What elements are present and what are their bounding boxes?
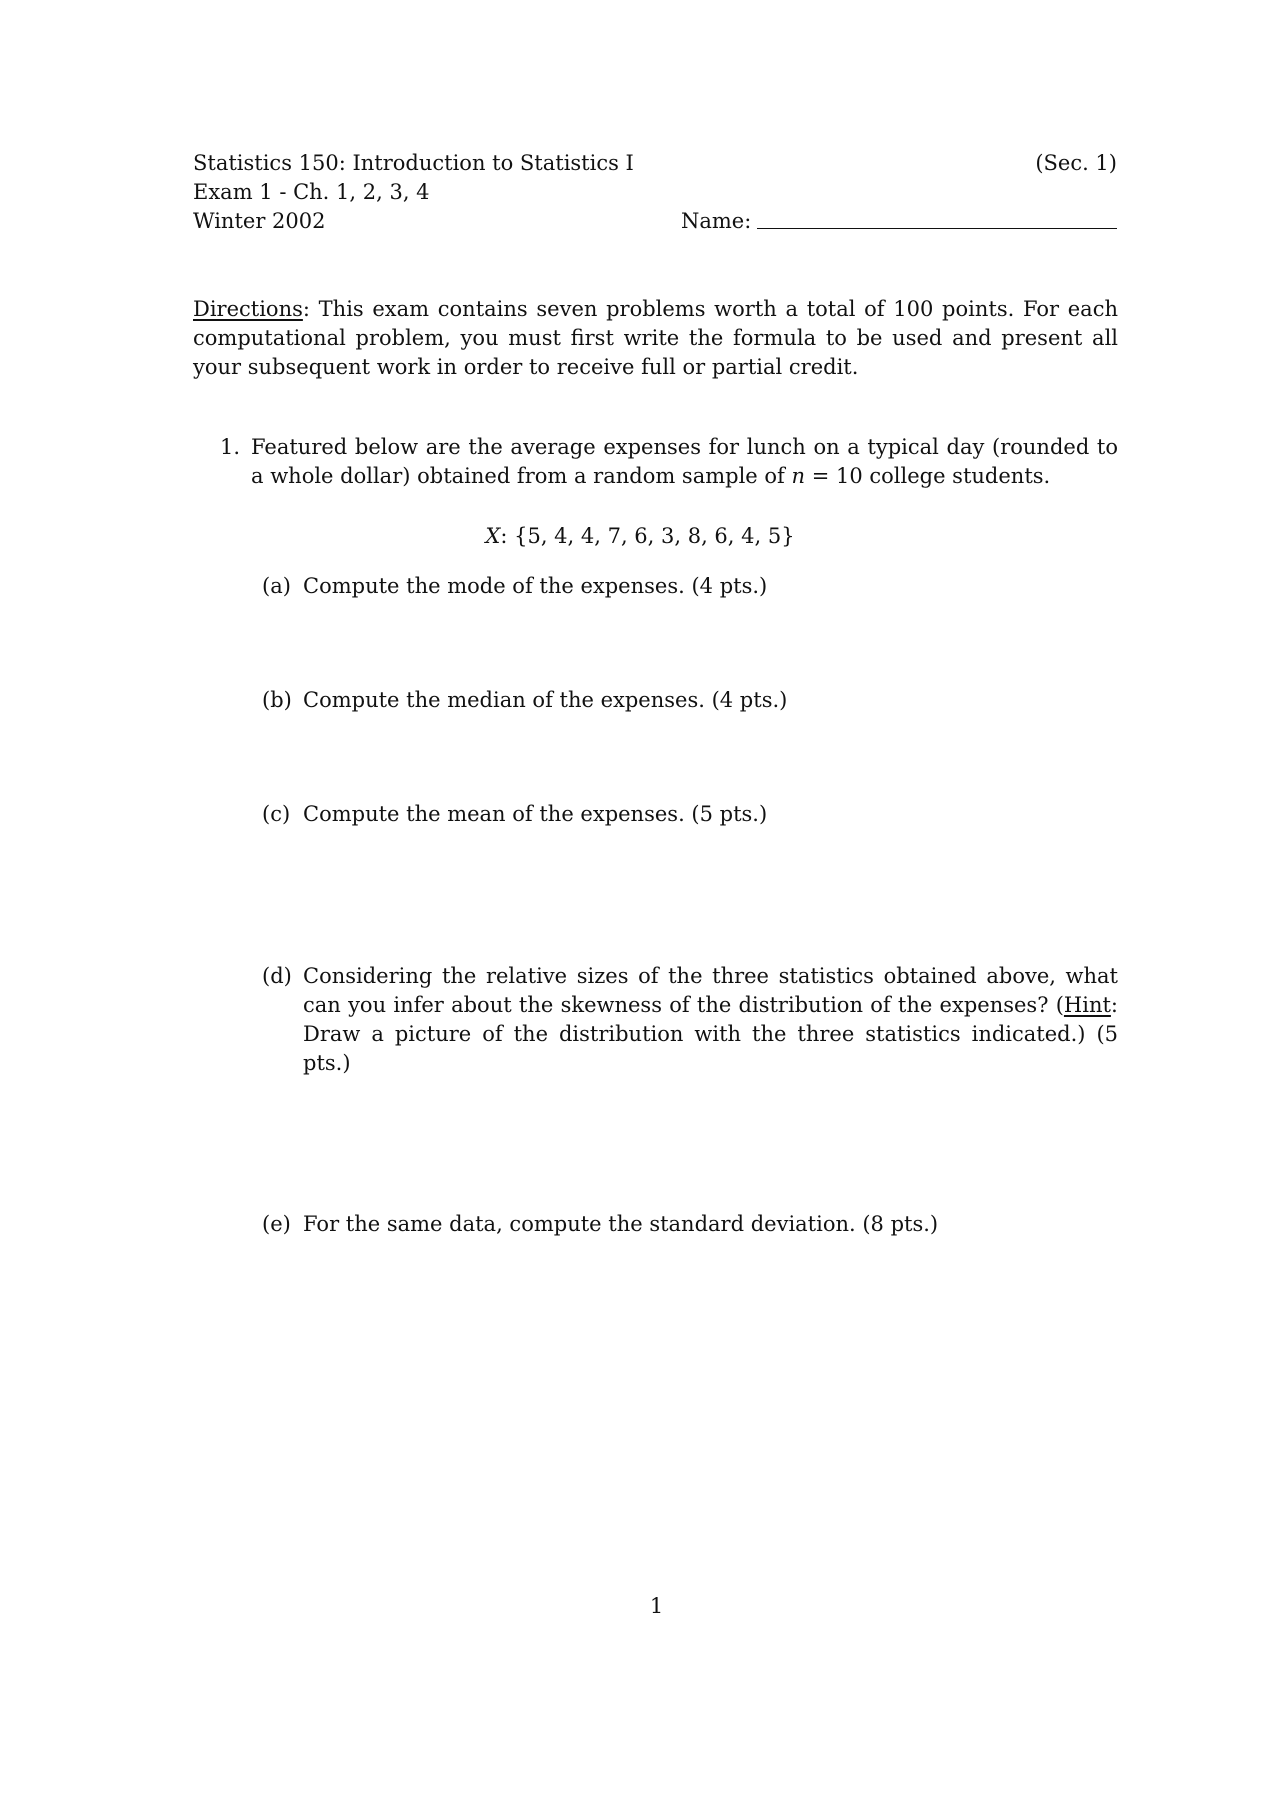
- term-label: Winter 2002: [193, 209, 326, 233]
- directions-colon: :: [302, 297, 310, 321]
- page-number: 1: [649, 1594, 664, 1618]
- part-a-text: Compute the mode of the expenses. (4 pts.): [303, 574, 768, 598]
- problem-1-text-before-n: Featured below are the average expenses for lunch on a typical day (rounded to a whole dollar) obtained from a random sample of: [251, 435, 1118, 488]
- name-label: Name:: [681, 209, 752, 233]
- problem-1-number: 1.: [220, 435, 241, 459]
- course-title: Statistics 150: Introduction to Statistics I: [193, 151, 634, 175]
- data-variable: X: [485, 524, 501, 548]
- part-c-label: (c): [262, 802, 291, 826]
- part-c-text: Compute the mean of the expenses. (5 pts.): [303, 802, 768, 826]
- data-set: [0, 522, 1280, 551]
- part-b-label: (b): [262, 688, 292, 712]
- part-d-text-after-hint: : Draw a picture of the distribution with the three statistics indicated.) (5 pts.): [303, 993, 1118, 1075]
- sample-size-symbol: n: [791, 464, 806, 488]
- directions-text: This exam contains seven problems worth a total of 100 points. For each computational problem, you must first write the formula to be used and present all your subsequent work in order to receive full or partial credit.: [193, 297, 1118, 379]
- problem-1-text-after-n: = 10 college students.: [805, 464, 1051, 488]
- part-b-text: Compute the median of the expenses. (4 pts.): [303, 688, 788, 712]
- part-e-text: For the same data, compute the standard deviation. (8 pts.): [303, 1212, 939, 1236]
- directions-paragraph: [193, 295, 1118, 382]
- part-a-label: (a): [262, 574, 291, 598]
- directions-label: Directions: [193, 297, 303, 321]
- part-e-label: (e): [262, 1212, 291, 1236]
- part-d-text: [303, 962, 1118, 1078]
- part-d-text-before-hint: Considering the relative sizes of the three statistics obtained above, what can you infer about the skewness of the distribution of the expenses? (: [303, 964, 1118, 1017]
- part-d-label: (d): [262, 964, 292, 988]
- hint-label: Hint: [1063, 993, 1111, 1017]
- section-label: (Sec. 1): [1035, 151, 1117, 175]
- exam-title: Exam 1 - Ch. 1, 2, 3, 4: [193, 180, 430, 204]
- problem-1-text: [251, 433, 1118, 491]
- data-values: : {5, 4, 4, 7, 6, 3, 8, 6, 4, 5}: [500, 524, 795, 548]
- name-blank-line[interactable]: [757, 228, 1117, 229]
